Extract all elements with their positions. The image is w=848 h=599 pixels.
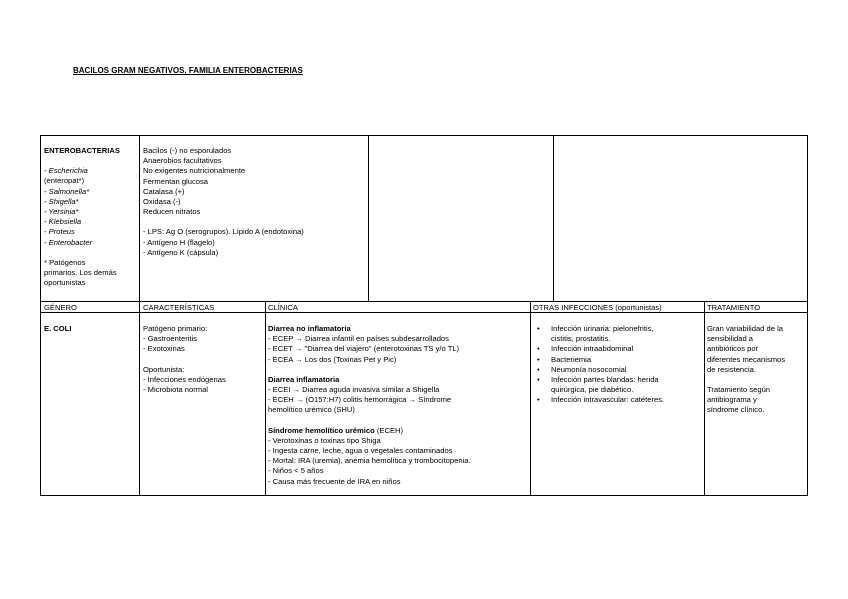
footnote-line: * Patógenos [44,257,86,267]
header-genero: GÉNERO [44,303,77,312]
header-clinica: CLÍNICA [268,303,298,312]
footnote-line: primarios. Los demás [44,268,117,278]
clinic-line: - Niños < 5 años [268,466,324,476]
characteristic-item: Reducen nitratos [143,207,201,217]
ecoli-characteristics-cell [143,324,226,395]
treatment-line: síndrome clínico. [707,405,765,415]
antigen-item: - LPS: Ag O (serogrupos). Lípido A (endotoxina) [143,227,304,237]
characteristic-item: Anaerobios facultativos [143,156,222,166]
clinic-line: - Verotoxinas o toxinas tipo Shiga [268,435,381,445]
infection-line: • Bacteriemia [551,354,592,364]
genus-item: - Klebsiella [44,217,82,227]
infection-item [535,355,664,365]
infection-item [535,395,664,405]
ecoli-treatment-cell [707,324,785,416]
clinic-line: - Causa más frecuente de IRA en niños [268,476,401,486]
infection-line: • Infección partes blandas: herida [551,375,659,385]
infection-item [535,375,664,395]
treatment-line: Tratamiento según [707,385,771,395]
treatment-line: Gran variabilidad de la [707,324,783,333]
infection-item [535,344,664,354]
intro-heading: ENTEROBACTERIAS [44,146,120,155]
clinic-subtitle-row [268,426,471,436]
char-line: - Microbiota normal [143,385,208,395]
genus-item: - Proteus [44,227,75,237]
col-divider-3 [530,301,531,496]
infection-line: cistitis, prostatitis. [551,334,611,344]
header-tratamiento: TRATAMIENTO [707,303,761,312]
char-line: - Infecciones endógenas [143,374,226,384]
characteristic-item: Oxidasa (-) [143,197,181,207]
ecoli-clinic-cell [268,324,471,487]
intro-characteristics-cell [143,146,304,258]
char-line: - Gastroenteritis [143,334,198,344]
characteristic-item: Catalasa (+) [143,186,185,196]
intro-divider-2 [368,135,369,302]
col-divider-1 [139,301,140,496]
treatment-line: de resistencia. [707,364,756,374]
ecoli-name: E. COLI [44,324,72,333]
header-otras-infecciones: OTRAS INFECCIONES (oportunistas) [533,303,662,312]
clinic-subtitle: Diarrea inflamatoria [268,374,340,384]
clinic-subtitle: Diarrea no inflamatoria [268,324,351,333]
clinic-line: - ECEI → Diarrea aguda invasiva similar a Shigella [268,385,440,395]
characteristic-item: Bacilos (-) no esporulados [143,146,232,155]
clinic-line: - Mortal: IRA (uremia), anemia hemolítica y trombocitopenia. [268,456,471,466]
col-divider-2 [265,301,266,496]
intro-genera-cell [44,146,120,288]
clinic-line: hemolítico urémico (SHU) [268,405,355,415]
clinic-line: - ECEH → (O157:H7) colitis hemorrágica → Síndrome [268,395,452,405]
genus-item: - Salmonella* [44,186,90,196]
genus-item: - Escherichia [44,166,88,176]
infection-item [535,365,664,375]
infection-line: • Infección urinaria: pielonefritis, [551,324,654,333]
clinic-line: - ECEA → Los dos (Toxinas Pet y Pic) [268,354,397,364]
antigen-item: - Antígeno K (cápsula) [143,247,219,257]
infection-line: • Infección intravascular: catéteres. [551,395,665,405]
genus-item: - Yersinia* [44,207,79,217]
intro-divider-1 [139,135,140,302]
char-line: Oportunista: [143,364,185,374]
document-title: BACILOS GRAM NEGATIVOS. FAMILIA ENTEROBACTERIAS [73,66,303,75]
intro-divider-3 [553,135,554,302]
clinic-subtitle-suffix: (ECEH) [374,425,404,435]
clinic-line: - ECET → "Diarrea del viajero" (enterotoxinas TS y/o TL) [268,344,460,354]
infection-line: • Neumonía nosocomial [551,364,627,374]
treatment-line: antibiograma y [707,395,757,405]
treatment-line: antibióticos por [707,344,759,354]
char-line: Patógeno primario: [143,324,208,333]
treatment-line: sensibilidad a [707,334,754,344]
infection-line: • Infección intraabdominal [551,344,634,354]
ecoli-other-infections-cell [535,324,664,406]
characteristic-item: No exigentes nutricionalmente [143,166,246,176]
characteristic-item: Fermentan glucosa [143,176,209,186]
clinic-line: - ECEP → Diarrea infantil en países subdesarrollados [268,334,449,344]
col-divider-4 [704,301,705,496]
infection-item [535,324,664,344]
genus-item: - Shigella* [44,196,79,206]
antigen-item: - Antígeno H (flagelo) [143,237,215,247]
genus-item: (enteropat*) [44,176,85,186]
genus-item: - Enterobacter [44,237,93,247]
header-caracteristicas: CARACTERÍSTICAS [143,303,215,312]
clinic-line: - Ingesta carne, leche, agua o vegetales contaminados [268,446,453,456]
infection-line: quirúrgica, pie diabético. [551,385,634,395]
footnote-line: oportunistas [44,278,86,288]
treatment-line: diferentes mecanismos [707,354,786,364]
clinic-subtitle: Síndrome hemolítico urémico [268,425,375,435]
char-line: - Exotoxinas [143,344,185,354]
